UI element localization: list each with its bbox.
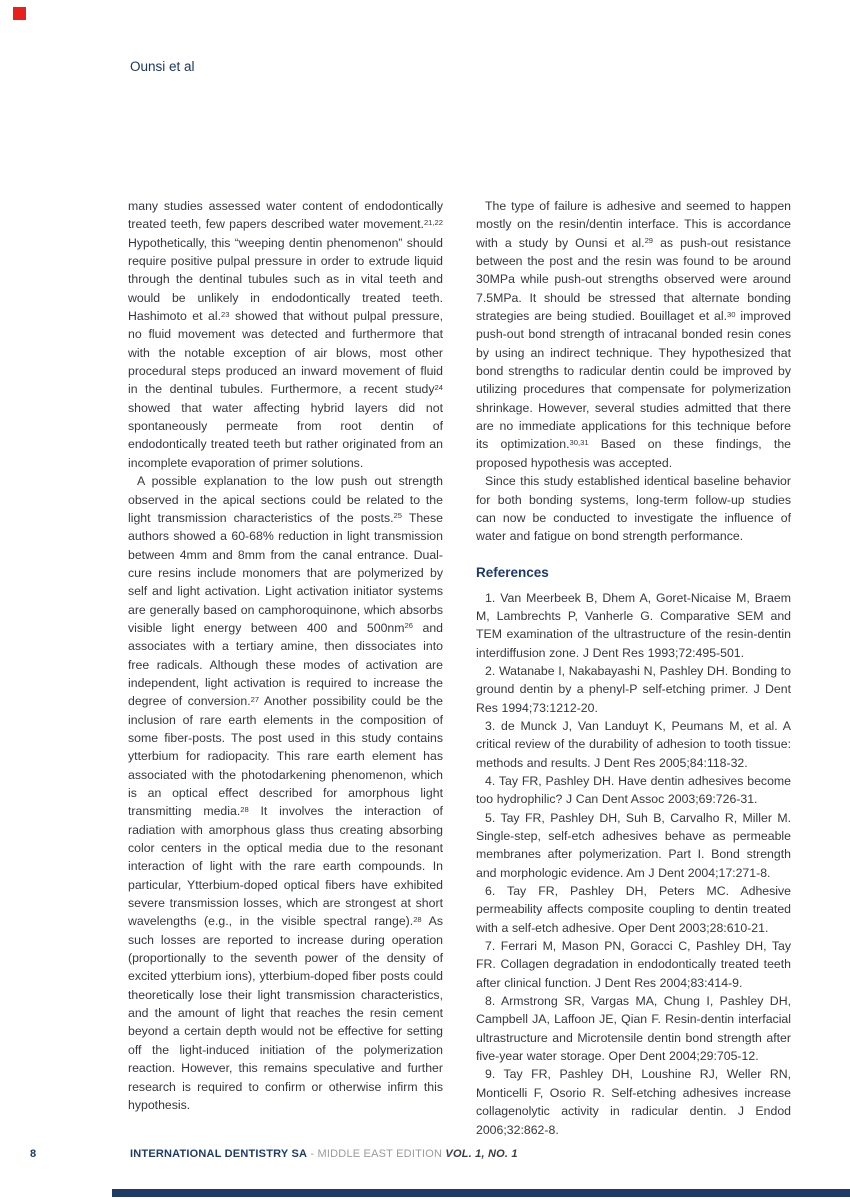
red-corner-marker (13, 7, 26, 20)
body-paragraph: many studies assessed water content of endodontically treated teeth, few papers described water movement.$^{21,22}$ Hypothetically, this “weeping dentin phenomenon” should require positive pulpal pressure in order to extrude liquid through the dentinal tubules such as in vital teeth and would be unlikely in endodontically treated teeth. Hashimoto et al.$^{23}$ showed that without pulpal pressure, no fluid movement was detected and furthermore that with the notable exception of air blows, most other procedural steps produced an inward movement of fluid in the dentinal tubules. Furthermore, a recent study$^{24}$ showed that water affecting hybrid layers did not spontaneously permeate from root dentin of endodontically treated teeth but rather originated from an incomplete evaporation of primer solutions. (128, 199, 443, 470)
references-list (476, 589, 791, 1139)
reference-item: 4. Tay FR, Pashley DH. Have dentin adhesives become too hydrophilic? J Can Dent Assoc 2003;69:726-31. (476, 773, 791, 807)
footer-rule-bar (112, 1189, 850, 1197)
references-heading: References (476, 564, 549, 580)
page-number: 8 (30, 1148, 37, 1160)
reference-item: 6. Tay FR, Pashley DH, Peters MC. Adhesive permeability affects composite coupling to dentin treated with a self-etch adhesive. Oper Dent 2003;28:610-21. (476, 884, 791, 935)
right-column (476, 197, 791, 1139)
running-head: Ounsi et al (130, 59, 195, 74)
edition-label: MIDDLE EAST EDITION (317, 1148, 443, 1160)
body-paragraph: The type of failure is adhesive and seemed to happen mostly on the resin/dentin interface. This is accordance with a study by Ounsi et al.$^{29}$ as push-out resistance between the post and the resin was found to be around 30MPa while push-out strengths observed were around 7.5MPa. It should be stressed that alternate bonding strategies are being studied. Bouillaget et al.$^{30}$ improved push-out bond strength of intracanal bonded resin cones by using an indirect technique. They hypothesized that bond strengths to radicular dentin could be improved by utilizing procedures that compensate for polymerization shrinkage. However, several studies admitted that there are no immediate applications for this technique before its optimization.$^{30,31}$ Based on these findings, the proposed hypothesis was accepted. (476, 199, 791, 470)
footer-journal-line (130, 1148, 518, 1160)
reference-item: 8. Armstrong SR, Vargas MA, Chung I, Pashley DH, Campbell JA, Laffoon JE, Qian F. Resin-dentin interfacial ultrastructure and Microtensile dentin bond strength after five-year water storage. Oper Dent 2004;29:705-12. (476, 994, 791, 1064)
footer-separator: - (307, 1148, 318, 1160)
reference-item: 9. Tay FR, Pashley DH, Loushine RJ, Weller RN, Monticelli F, Osorio R. Self-etching adhesives increase collagenolytic activity in radicular dentin. J Endod 2006;32:862-8. (476, 1067, 791, 1137)
journal-name: INTERNATIONAL DENTISTRY SA (130, 1148, 308, 1160)
reference-item: 2. Watanabe I, Nakabayashi N, Pashley DH. Bonding to ground dentin by a phenyl-P self-etching primer. J Dent Res 1994;73:1212-20. (476, 663, 791, 715)
page-footer (0, 1148, 850, 1164)
left-column (128, 197, 443, 1139)
reference-item: 5. Tay FR, Pashley DH, Suh B, Carvalho R, Miller M. Single-step, self-etch adhesives behave as permeable membranes after polymerization. Part I. Bond strength and morphologic evidence. Am J Dent 2004;17:271-8. (476, 810, 791, 880)
reference-item: 3. de Munck J, Van Landuyt K, Peumans M, et al. A critical review of the durability of adhesion to tooth tissue: methods and results. J Dent Res 2005;84:118-32. (476, 718, 791, 770)
page-content (128, 197, 791, 1139)
volume-label: VOL. 1, NO. 1 (442, 1148, 518, 1160)
reference-item: 1. Van Meerbeek B, Dhem A, Goret-Nicaise M, Braem M, Lambrechts P, Vanherle G. Comparative SEM and TEM examination of the ultrastructure of the resin-dentin interdiffusion zone. J Dent Res 1993;72:495-501. (476, 590, 791, 660)
reference-item: 7. Ferrari M, Mason PN, Goracci C, Pashley DH, Tay FR. Collagen degradation in endodontically treated teeth after clinical function. J Dent Res 2004;83:414-9. (476, 939, 791, 990)
body-paragraph: Since this study established identical baseline behavior for both bonding systems, long-term follow-up studies can now be conducted to investigate the influence of water and fatigue on bond strength performance. (476, 474, 791, 544)
body-paragraph: A possible explanation to the low push out strength observed in the apical sections could be related to the light transmission characteristics of the posts.$^{25}$ These authors showed a 60-68% reduction in light transmission between 4mm and 8mm from the canal entrance. Dual-cure resins include monomers that are polymerized by self and light activation. Light activation initiator systems are generally based on camphoroquinone, which absorbs visible light energy between 400 and $500nm^{26}$ and associates with a tertiary amine, then dissociates into free radicals. Although these modes of activation are independent, light activation is required to increase the degree of conversion.$^{27}$ Another possibility could be the inclusion of rare earth elements in the composition of some fiber-posts. The post used in this study contains ytterbium for radiopacity. This rare earth element has associated with the photodarkening phenomenon, which is an optical effect described for amorphous light transmitting media.$^{28}$ It involves the interaction of radiation with amorphous glass thus creating absorbing color centers in the optical media due to the resonant interaction of light with the rare earth compounds. In particular, Ytterbium-doped optical fibers have exhibited severe transmission losses, which are strongest at short wavelengths (e.g., in the visible spectral range).$^{28}$ As such losses are reported to increase during operation (proportionally to the seventh power of the density of excited ytterbium ions), ytterbium-doped fiber posts could theoretically lose their light transmission characteristics, and the amount of light that reaches the resin cement beyond a certain depth would not be effective for setting off the light-induced initiation of the polymerization reaction. However, this remains speculative and further research is required to confirm or otherwise infirm this hypothesis. (128, 474, 444, 1112)
